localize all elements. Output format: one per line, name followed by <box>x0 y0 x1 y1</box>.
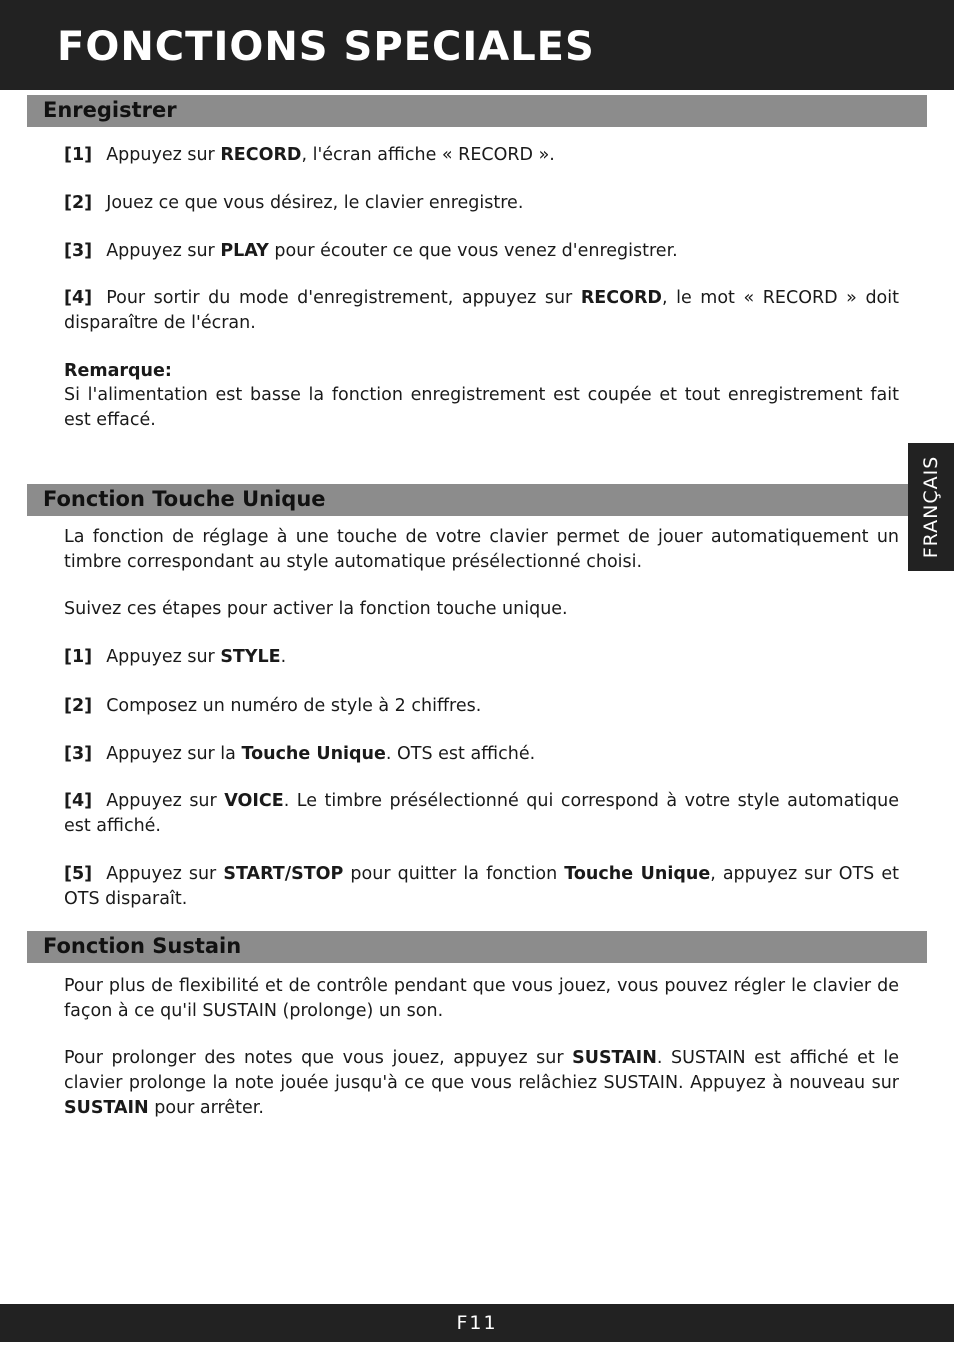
section-heading: Enregistrer <box>43 98 177 122</box>
record-step-3 <box>64 239 899 264</box>
section-header-record <box>27 95 927 127</box>
paragraph-keyword: SUSTAIN <box>64 1098 149 1118</box>
step-text: . Le timbre présélectionné qui correspond à votre style automatique est affiché. <box>64 791 899 836</box>
step-text: , appuyez sur OTS et OTS disparaît. <box>64 864 899 909</box>
ots-intro-2: Suivez ces étapes pour activer la fonction touche unique. <box>64 599 568 619</box>
step-text: pour écouter ce que vous venez d'enregistrer. <box>268 241 678 261</box>
paragraph-text: pour arrêter. <box>148 1098 264 1118</box>
step-number: [1] <box>64 647 93 667</box>
record-note <box>64 359 899 433</box>
step-number: [1] <box>64 145 93 165</box>
step-keyword: START/STOP <box>223 864 344 884</box>
ots-step-4 <box>64 789 899 839</box>
step-text: Appuyez sur <box>106 647 221 667</box>
title-bar <box>0 0 954 90</box>
ots-step-1 <box>64 645 899 670</box>
paragraph-keyword: SUSTAIN <box>572 1048 657 1068</box>
note-label: Remarque: <box>64 361 172 381</box>
step-number: [4] <box>64 791 93 811</box>
ots-intro: La fonction de réglage à une touche de votre clavier permet de jouer automatiquement un timbre correspondant au style automatique présélectionné choisi. <box>64 527 899 572</box>
step-text: pour quitter la fonction <box>343 864 565 884</box>
ots-step-5 <box>64 862 899 912</box>
step-keyword: Touche Unique <box>241 744 386 764</box>
record-step-1 <box>64 143 899 168</box>
step-text: . OTS est affiché. <box>385 744 536 764</box>
step-number: [3] <box>64 744 93 764</box>
record-step-2 <box>64 191 899 216</box>
footer-bar <box>0 1304 954 1342</box>
step-number: [2] <box>64 696 93 716</box>
step-text: Pour sortir du mode d'enregistrement, appuyez sur <box>106 288 581 308</box>
ots-step-3 <box>64 742 899 767</box>
step-text: Appuyez sur <box>106 864 224 884</box>
note-text: Si l'alimentation est basse la fonction enregistrement est coupée et tout enregistrement fait est effacé. <box>64 385 899 430</box>
step-text: Appuyez sur la <box>106 744 242 764</box>
step-keyword: RECORD <box>580 288 662 308</box>
section-heading: Fonction Sustain <box>43 934 242 958</box>
section-header-sustain <box>27 931 927 963</box>
step-number: [5] <box>64 864 93 884</box>
step-text: Appuyez sur <box>106 241 221 261</box>
step-text: Composez un numéro de style à 2 chiffres. <box>106 696 482 716</box>
paragraph-text: Pour prolonger des notes que vous jouez, appuyez sur <box>64 1048 573 1068</box>
step-keyword: PLAY <box>220 241 269 261</box>
step-text: . <box>280 647 287 667</box>
record-step-4 <box>64 286 899 336</box>
step-keyword: STYLE <box>220 647 281 667</box>
step-number: [3] <box>64 241 93 261</box>
ots-step-2 <box>64 694 899 719</box>
step-text: , le mot « RECORD » doit disparaître de l'écran. <box>64 288 899 333</box>
language-tab <box>908 443 954 571</box>
page-number: F11 <box>456 1312 498 1334</box>
step-keyword: RECORD <box>220 145 302 165</box>
sustain-paragraph-1: Pour plus de flexibilité et de contrôle pendant que vous jouez, vous pouvez régler le clavier de façon à ce qu'il SUSTAIN (prolonge) un son. <box>64 976 899 1021</box>
sustain-paragraph-2 <box>64 1046 899 1121</box>
step-number: [4] <box>64 288 93 308</box>
step-text: , l'écran affiche « RECORD ». <box>301 145 555 165</box>
section-header-ots <box>27 484 927 516</box>
section-heading: Fonction Touche Unique <box>43 487 326 511</box>
step-number: [2] <box>64 193 93 213</box>
step-text: Jouez ce que vous désirez, le clavier enregistre. <box>106 193 524 213</box>
language-label: FRANÇAIS <box>920 455 942 559</box>
step-keyword: Touche Unique <box>564 864 711 884</box>
paragraph-text: . SUSTAIN est affiché et le clavier prolonge la note jouée jusqu'à ce que vous relâchiez SUSTAIN. Appuyez à nouveau sur <box>64 1048 899 1093</box>
page-title: FONCTIONS SPECIALES <box>57 24 595 70</box>
step-text: Appuyez sur <box>106 791 225 811</box>
step-text: Appuyez sur <box>106 145 221 165</box>
step-keyword: VOICE <box>224 791 284 811</box>
